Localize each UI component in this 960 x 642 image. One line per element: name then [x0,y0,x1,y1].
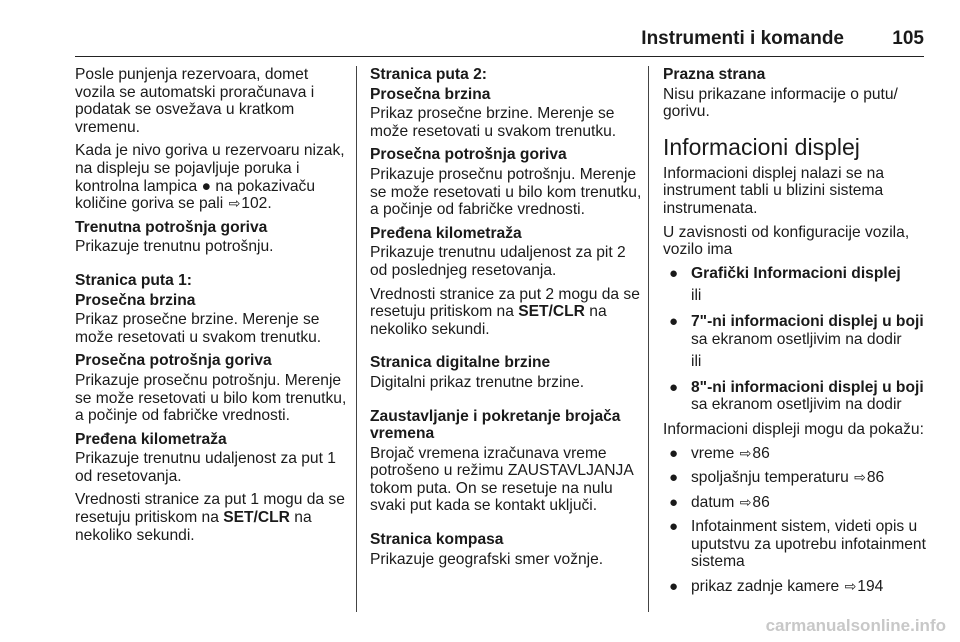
paragraph: Prikaz prosečne brzine. Merenje se može resetovati u svakom trenutku. [75,311,322,346]
reference-arrow-icon: ⇨ [228,195,241,212]
paragraph: Prikazuje trenutnu udaljenost za pit 2 od poslednjeg resetovanja. [370,244,626,279]
text: Infotainment sistem, videti opis u uputstvu za upotrebu infotainment sistema [691,518,926,571]
list-item [663,494,933,512]
section-heading: Prosečna potrošnja goriva [75,352,272,370]
bullet-dot-icon: ● [669,312,679,330]
list-item-or: ili [691,353,702,371]
display-content-list [663,445,933,596]
section-heading: Prosečna brzina [75,291,196,309]
reference-arrow-icon: ⇨ [854,469,866,486]
column-divider [648,66,649,612]
paragraph: Informacioni displeji mogu da pokažu: [663,420,924,438]
text: sa ekranom osetljivim na dodir [691,396,902,414]
display-options-list [663,265,933,414]
list-item [663,313,933,348]
list-item [663,578,933,596]
column-2 [370,66,642,574]
chapter-heading: Informacioni displej [663,133,860,160]
text: na pokazivaču količine goriva se pali [75,177,316,213]
bullet-dot-icon: ● [669,378,679,396]
key-label: SET/CLR [223,509,290,527]
paragraph [75,142,347,212]
section-heading: Prazna strana [663,66,766,83]
section-heading: Stranica puta 1: [75,271,192,289]
text: na nekoliko sekundi. [370,303,607,338]
reference-page: 86 [752,493,770,511]
bullet-dot-icon: ● [669,264,679,282]
page-number: 105 [892,28,924,49]
list-item [663,379,933,414]
text: spoljašnju temperaturu [691,469,849,487]
text: na nekoliko sekundi. [75,509,312,544]
text: Vrednosti stranice za put 1 mogu da se resetuju pritiskom na [75,491,345,527]
bullet-dot-icon: ● [669,578,679,596]
text: Kada je nivo goriva u rezervoaru nizak, na displeju se pojavljuje poruka i kontrolna lampica [75,142,345,195]
paragraph: Prikazuje prosečnu potrošnju. Merenje se može resetovati u bilo kom trenutku, a počinje od fabričke vrednosti. [75,371,347,425]
bullet-dot-icon: ● [669,469,679,487]
column-3 [663,66,933,603]
paragraph: Prikazuje trenutnu potrošnju. [75,238,274,256]
reference-page: 86 [752,444,770,462]
reference-arrow-icon: ⇨ [844,578,857,595]
section-heading: Stranica digitalne brzine [370,354,551,372]
list-item [663,469,933,487]
section-heading: Prosečna brzina [370,85,491,103]
paragraph [370,286,642,339]
watermark: carmanualsonline.info [765,616,946,635]
section-heading: Prosečna potrošnja goriva [370,146,567,164]
paragraph: Prikazuje trenutnu udaljenost za put 1 od resetovanja. [75,450,336,485]
option-label: Grafički Informacioni displej [691,264,901,282]
reference-page: 194 [857,578,884,596]
column-divider [356,66,357,612]
paragraph: Prikazuje prosečnu potrošnju. Merenje se može resetovati u bilo kom trenutku, a počinje od fabričke vrednosti. [370,165,642,219]
paragraph: Posle punjenja rezervoara, domet vozila se automatski proračunava i podatak se osvežava u kratkom vremenu. [75,66,315,136]
fuel-warning-lamp-icon: ● [201,177,211,195]
section-heading: Stranica kompasa [370,531,504,549]
text: vreme [691,444,735,462]
reference-page: 102. [241,195,272,213]
paragraph: Prikazuje geografski smer vožnje. [370,550,604,568]
page-title: Instrumenti i komande [641,28,844,49]
section-heading: Zaustavljanje i pokretanje brojača vremena [370,407,621,443]
key-label: SET/CLR [518,303,585,321]
text: prikaz zadnje kamere [691,578,840,596]
reference-arrow-icon: ⇨ [739,444,752,461]
page-header [75,26,924,57]
paragraph: Prikaz prosečne brzine. Merenje se može resetovati u svakom trenutku. [370,105,617,140]
list-item [663,518,933,571]
list-item [663,445,933,463]
section-heading: Stranica puta 2: [370,66,487,83]
paragraph: Informacioni displej nalazi se na instrument tabli u blizini sistema instrumenata. [663,164,885,217]
option-label: 7"-ni informacioni displej u boji [691,312,924,330]
section-heading: Pređena kilometraža [370,224,522,242]
bullet-dot-icon: ● [669,493,679,511]
section-heading: Pređena kilometraža [75,430,227,448]
section-heading: Trenutna potrošnja goriva [75,218,268,236]
list-item [663,265,933,283]
text: datum [691,493,735,511]
paragraph [75,491,347,544]
column-1 [75,66,347,550]
list-item-or: ili [691,287,702,305]
paragraph: Brojač vremena izračunava vreme potrošeno u režimu ZAUSTAVLJANJA tokom puta. On se resetuje na nulu svaki put kada se kontakt uključi. [370,444,633,515]
paragraph: Digitalni prikaz trenutne brzine. [370,373,585,391]
reference-arrow-icon: ⇨ [739,493,752,510]
option-label: 8"-ni informacioni displej u boji [691,378,924,396]
bullet-dot-icon: ● [669,518,679,536]
bullet-dot-icon: ● [669,444,679,462]
text: sa ekranom osetljivim na dodir [691,330,902,348]
reference-page: 86 [866,469,885,487]
text: Vrednosti stranice za put 2 mogu da se resetuju pritiskom na [370,285,640,321]
paragraph: Nisu prikazane informacije o putu/ gorivu. [663,85,898,121]
paragraph: U zavisnosti od konfiguracije vozila, vozilo ima [663,223,910,259]
